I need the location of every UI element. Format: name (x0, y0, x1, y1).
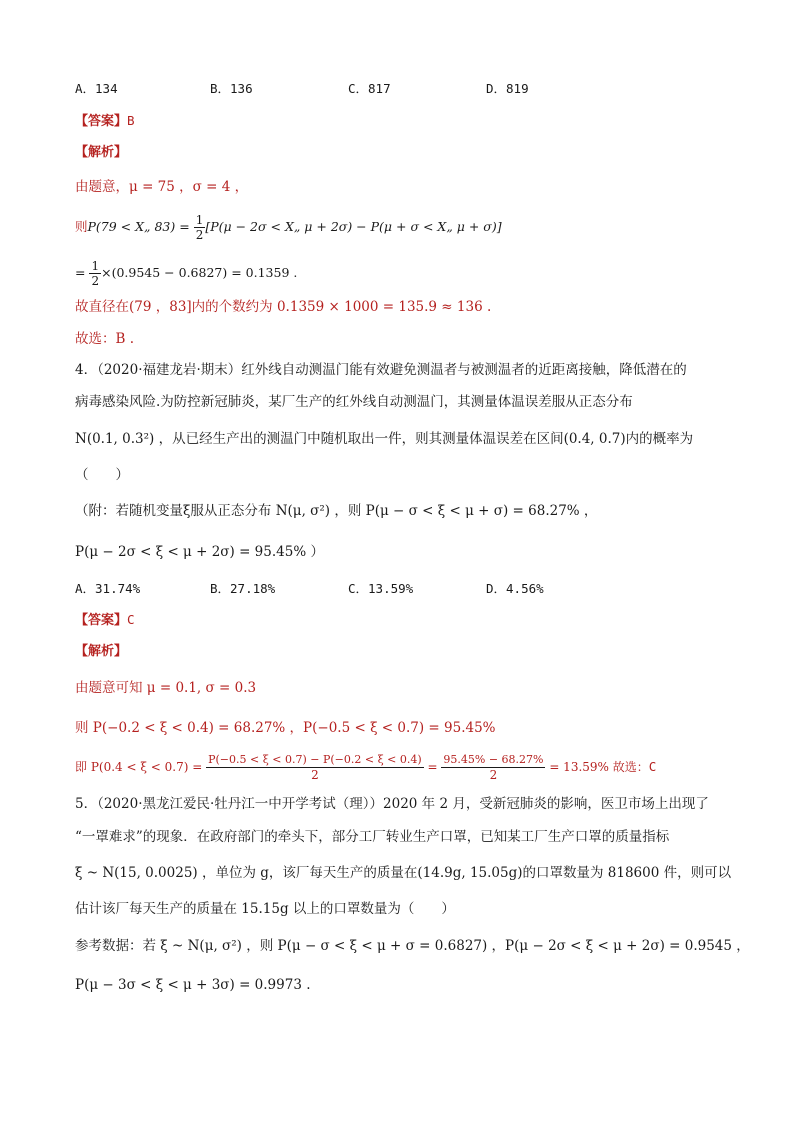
q4-stem-line-4: （ ） (75, 467, 129, 483)
q3-analysis-tag (75, 143, 725, 162)
q3-solution-line-2 (75, 213, 725, 242)
q4-option-d: D．4.56% (486, 581, 544, 596)
rhs: ×(0.9545 − 0.6827) = 0.1359 . (101, 265, 298, 280)
q5-stem-line-1: 5．（2020·黑龙江爱民·牡丹江一中开学考试（理））2020 年 2 月，受新冠肺炎的影响，医卫市场上出现了 (75, 796, 709, 812)
q4-solution-line-3 (75, 753, 725, 782)
q5-reference-line-2: P(μ − 3σ < ξ < μ + 3σ) = 0.9973 . (75, 977, 311, 993)
q5-stem-line-2: “一罩难求”的现象．在政府部门的牵头下，部分工厂转业生产口罩，已知某工厂生产口罩的质量指标 (75, 829, 670, 845)
numerator: P(−0.5 < ξ < 0.7) − P(−0.2 < ξ < 0.4) (208, 753, 422, 766)
numerator: 1 (195, 213, 204, 227)
fraction-1 (206, 753, 424, 782)
answer-tag: 【答案】 (75, 613, 128, 628)
fraction (194, 213, 206, 242)
q4-answer (75, 611, 725, 630)
prefix: 则 (75, 219, 88, 234)
q3-solution-line-5: 故选：B . (75, 331, 135, 347)
q4-stem-line-3: N(0.1, 0.3²) ，从已经生产出的测温门中随机取出一件，则其测量体温误差在区间(0.4, 0.7)内的概率为 (75, 431, 694, 447)
numerator: 95.45% − 68.27% (443, 753, 544, 766)
q4-solution-line-1: 由题意可知 μ = 0.1, σ = 0.3 (75, 680, 257, 696)
numerator: 1 (91, 259, 100, 273)
choice: C (648, 759, 657, 774)
q3-solution-line-4: 故直径在(79 ，83]内的个数约为 0.1359 × 1000 = 135.9 ≈ 136 . (75, 299, 492, 315)
analysis-tag: 【解析】 (75, 644, 128, 659)
q4-stem-line-1: 4．（2020·福建龙岩·期末）红外线自动测温门能有效避免测温者与被测温者的近距离接触，降低潜在的 (75, 362, 687, 378)
fraction (89, 259, 101, 288)
rhs: [P(μ − 2σ < X„ μ + 2σ) − P(μ + σ < X„ μ + σ)] (205, 219, 502, 234)
q5-stem-line-3: ξ ~ N(15, 0.0025) ，单位为 g，该厂每天生产的质量在(14.9g, 15.05g)的口罩数量为 818600 件，则可以 (75, 865, 732, 881)
q3-answer (75, 112, 725, 131)
q3-option-a: A．134 (75, 81, 118, 96)
q5-reference-line-1: 参考数据：若 ξ ~ N(μ, σ²) ，则 P(μ − σ < ξ < μ + σ = 0.6827) ，P(μ − 2σ < ξ < μ + 2σ) = 0.9545 ， (75, 938, 750, 954)
prefix: 即 P(0.4 < ξ < 0.7) = (75, 760, 203, 774)
q4-analysis-tag (75, 642, 725, 661)
q3-option-b: B．136 (210, 81, 253, 96)
q4-note-line-1: （附：若随机变量ξ服从正态分布 N(μ, σ²) ，则 P(μ − σ < ξ < μ + σ) = 68.27% ， (75, 503, 598, 519)
lhs: P(79 < X„ 83) = (87, 219, 190, 234)
q5-stem-line-4: 估计该厂每天生产的质量在 15.15g 以上的口罩数量为（ ） (75, 901, 455, 917)
denominator: 2 (489, 768, 498, 782)
answer-tag: 【答案】 (75, 114, 128, 129)
denominator: 2 (311, 768, 319, 782)
analysis-tag: 【解析】 (75, 145, 128, 160)
q3-solution-line-3 (75, 259, 725, 288)
prefix: = (75, 265, 86, 280)
q3-option-c: C．817 (348, 81, 391, 96)
tail: = 13.59% 故选： (549, 760, 649, 774)
q4-option-c: C．13.59% (348, 581, 414, 596)
answer-value: B (127, 113, 135, 128)
q4-stem-line-2: 病毒感染风险.为防控新冠肺炎，某厂生产的红外线自动测温门，其测量体温误差服从正态分布 (75, 394, 633, 410)
denominator: 2 (195, 228, 204, 242)
fraction-2 (441, 753, 545, 782)
q4-note-line-2: P(μ − 2σ < ξ < μ + 2σ) = 95.45% ） (75, 544, 324, 560)
equals: = (427, 760, 438, 774)
q3-option-d: D．819 (486, 81, 529, 96)
q4-option-a: A．31.74% (75, 581, 141, 596)
q4-solution-line-2: 则 P(−0.2 < ξ < 0.4) = 68.27% ，P(−0.5 < ξ < 0.7) = 95.45% (75, 720, 496, 736)
q4-option-b: B．27.18% (210, 581, 276, 596)
denominator: 2 (91, 274, 100, 288)
answer-value: C (127, 612, 135, 627)
q3-solution-line-1: 由题意，μ = 75 ，σ = 4 ， (75, 179, 249, 195)
